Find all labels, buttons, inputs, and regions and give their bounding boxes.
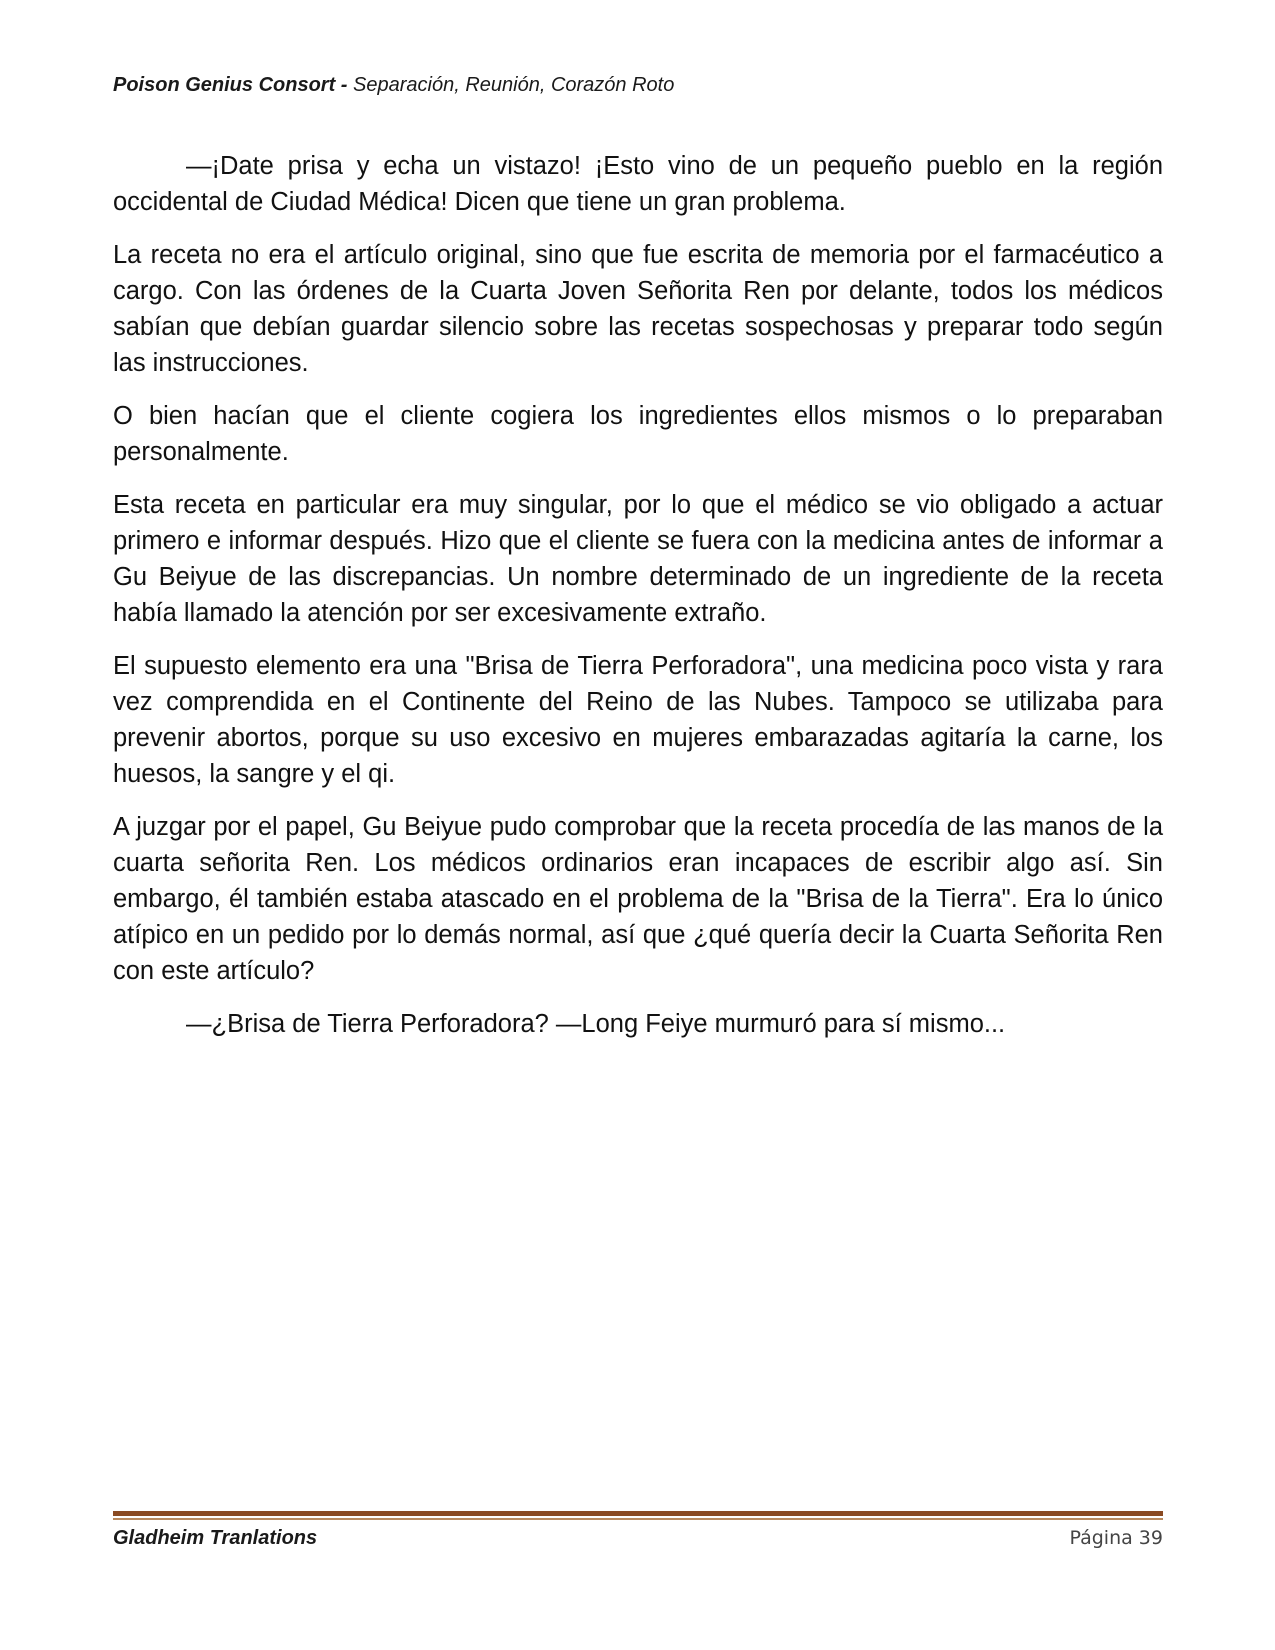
page-number: Página 39 bbox=[1069, 1527, 1163, 1549]
header-separator: - bbox=[335, 74, 354, 96]
footer-publisher: Gladheim Tranlations bbox=[113, 1527, 318, 1549]
paragraph-2: La receta no era el artículo original, sino que fue escrita de memoria por el farmacéutico a cargo. Con las órdenes de la Cuarta Joven Señorita Ren por delante, todos los médicos sabían que debían guardar silencio sobre las recetas sospechosas y preparar todo según las instrucciones. bbox=[113, 241, 1163, 377]
paragraph-7: —¿Brisa de Tierra Perforadora? —Long Feiye murmuró para sí mismo... bbox=[186, 1010, 1006, 1038]
paragraph-6: A juzgar por el papel, Gu Beiyue pudo comprobar que la receta procedía de las manos de la cuarta señorita Ren. Los médicos ordinarios eran incapaces de escribir algo así. Sin embargo, él también estaba atascado en el problema de la "Brisa de la Tierra". Era lo único atípico en un pedido por lo demás normal, así que ¿qué quería decir la Cuarta Señorita Ren con este artículo? bbox=[113, 813, 1163, 985]
footer-rule bbox=[113, 1511, 1163, 1521]
paragraph-1: —¡Date prisa y echa un vistazo! ¡Esto vino de un pequeño pueblo en la región occidental de Ciudad Médica! Dicen que tiene un gran problema. bbox=[113, 152, 1163, 216]
paragraph-5: El supuesto elemento era una "Brisa de Tierra Perforadora", una medicina poco vista y rara vez comprendida en el Continente del Reino de las Nubes. Tampoco se utilizaba para prevenir abortos, porque su uso excesivo en mujeres embarazadas agitaría la carne, los huesos, la sangre y el qi. bbox=[113, 652, 1163, 788]
page-header bbox=[113, 74, 1163, 97]
footer-rule-thin bbox=[113, 1518, 1163, 1520]
chapter-title: Separación, Reunión, Corazón Roto bbox=[353, 74, 675, 96]
paragraph-3: O bien hacían que el cliente cogiera los ingredientes ellos mismos o lo preparaban personalmente. bbox=[113, 402, 1163, 466]
body-text bbox=[113, 148, 1163, 1059]
paragraph-4: Esta receta en particular era muy singular, por lo que el médico se vio obligado a actuar primero e informar después. Hizo que el cliente se fuera con la medicina antes de informar a Gu Beiyue de las discrepancias. Un nombre determinado de un ingrediente de la receta había llamado la atención por ser excesivamente extraño. bbox=[113, 491, 1163, 627]
book-title: Poison Genius Consort bbox=[113, 74, 336, 96]
